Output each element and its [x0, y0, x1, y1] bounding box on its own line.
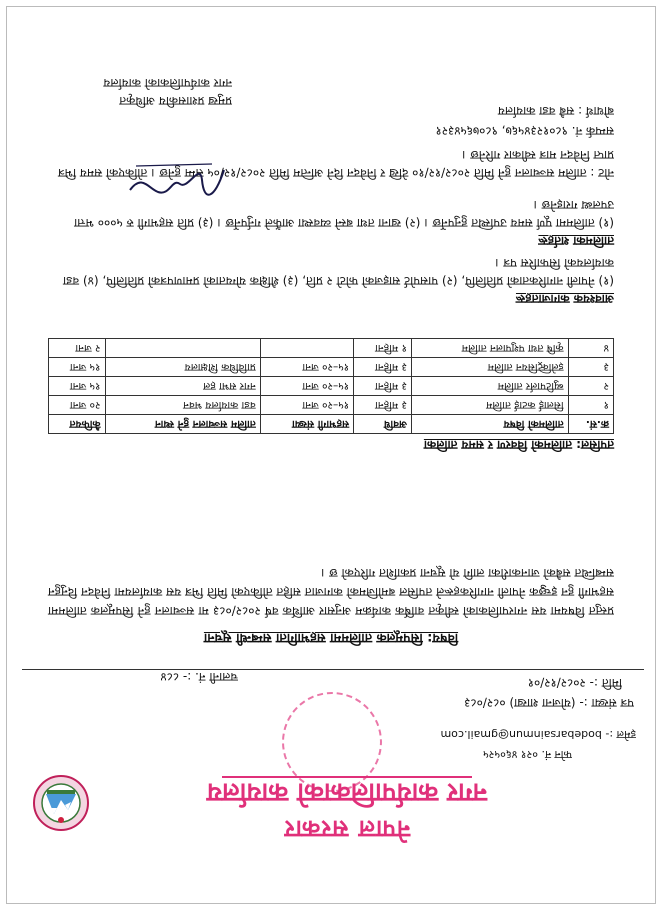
table-cell: ४	[568, 339, 613, 358]
table-cell: ३ महिना	[354, 358, 412, 377]
column-header: सहभागी संख्या	[260, 415, 353, 434]
table-row	[49, 358, 614, 377]
training-schedule-table	[48, 338, 614, 434]
note-paragraph: नोट : तालिम सञ्चालन हुने मिति २०८२/१२/१० देखि र निवेदन दिने अन्तिम मिति २०८२/१२/०५ सम्म हुनेछ । तोकिएको समय भित्र प्राप्त निवेदन मात्र स्वीकार गरिनेछ ।	[57, 148, 614, 180]
office-name: नगर कार्यपालिकाको कार्यालय	[206, 777, 488, 807]
table-cell: १५ जना	[49, 358, 106, 377]
letter-body: प्रस्तुत विषयमा यस नगरपालिकाको स्वीकृत वार्षिक कार्यक्रम अनुसार आर्थिक वर्ष २०८२/०८३ मा सञ्चालन हुने सिपमूलक तालिममा सहभागी हुन इच्छुक नेपाली नागरिकहरूले तपसिल बमोजिमको कागजात सहित तोकिएको मिति भित्र यस कार्यालयमा निवेदन दिनुहुन सम्बन्धित सबैको जानकारीका लागि यो सूचना प्रकाशित गरिएको छ ।	[48, 566, 614, 618]
table-cell: १५–२० जना	[260, 396, 353, 415]
terms-list: (१) तालिममा पूर्ण समय उपस्थित हुनुपर्नेछ । (२) खाना तथा बस्ने व्यवस्था आफैंले गर्नुपर्नेछ । (३) प्रति सहभागी रु ५००० भत्ता उपलब्ध गराइनेछ ।	[74, 198, 614, 230]
header-divider	[22, 669, 644, 670]
table-cell: ३ महिना	[354, 377, 412, 396]
table-cell: २ जना	[49, 339, 106, 358]
table-cell: १५–२० जना	[260, 377, 353, 396]
table-cell	[105, 339, 260, 358]
signatory-name: प्रमुख प्रशासकीय अधिकृत	[119, 94, 232, 108]
table-row	[49, 396, 614, 415]
contact-numbers: सम्पर्क नं. ९८०१२३४५६७, ९८०७६५४३२१	[435, 124, 614, 138]
table-cell: १५–२० जना	[260, 358, 353, 377]
dispatch-number: चलानी नं. :- ८८४	[160, 670, 238, 684]
table-cell: ३ महिना	[354, 396, 412, 415]
table-cell: नगर सभा हल	[105, 377, 260, 396]
column-header: अवधि	[354, 415, 412, 434]
terms-title: तालिमका शर्तहरू	[538, 234, 614, 248]
letter-subject: विषय: सिपमूलक तालिममा सहभागिता सम्बन्धी सूचना	[203, 630, 459, 645]
schedule-title: तपसिल: तालिमको विवरण र समय तालिका	[423, 438, 614, 452]
phone-number: फोन नं. ०२१ ४६०५२५	[482, 748, 572, 761]
table-cell: कृषि तथा पशुपालन तालिम	[411, 339, 568, 358]
letter-date: मिति :- २०८२/१२/०१	[527, 676, 622, 690]
signature-icon	[122, 156, 232, 210]
reference-number: पत्र संख्या :- (योजना शाखा) ०८२/०८३	[464, 696, 634, 710]
organization-name: नेपाल सरकार	[283, 815, 411, 844]
column-header: तालिमको विषय	[411, 415, 568, 434]
column-header: क्र.सं.	[568, 415, 613, 434]
documents-title: आवश्यक कागजातहरू	[515, 292, 614, 306]
email-address: इमेल :- bodebarsainmun@gmail.com	[440, 728, 636, 741]
carbon-copy: बोधार्थ : सबै वडा कार्यालय	[497, 104, 614, 118]
table-cell: १	[568, 396, 613, 415]
table-row	[49, 377, 614, 396]
column-header: कैफियत	[49, 415, 106, 434]
municipality-emblem-icon	[32, 774, 90, 832]
table-cell: २	[568, 377, 613, 396]
table-row	[49, 339, 614, 358]
table-cell: १५ जना	[49, 377, 106, 396]
table-cell: २० जना	[49, 396, 106, 415]
office-stamp	[282, 692, 382, 792]
table-cell: १ महिना	[354, 339, 412, 358]
table-cell: प्राविधिक शिक्षालय	[105, 358, 260, 377]
table-cell: वडा कार्यालय भवन	[105, 396, 260, 415]
documents-list: (१) नेपाली नागरिकताको प्रतिलिपि, (२) पासपोर्ट साइजको फोटो २ प्रति, (३) शैक्षिक योग्यताको प्रमाणपत्रको प्रतिलिपि, (४) वडा कार्यालयको सिफारिस पत्र ।	[62, 256, 614, 288]
table-cell: ३	[568, 358, 613, 377]
table-cell	[260, 339, 353, 358]
column-header: तालिम सञ्चालन हुने स्थान	[105, 415, 260, 434]
table-header-row	[49, 415, 614, 434]
table-cell: इलेक्ट्रिसियन तालिम	[411, 358, 568, 377]
table-cell: सिलाई कटाई तालिम	[411, 396, 568, 415]
signatory-title: नगर कार्यपालिकाको कार्यालय	[103, 76, 232, 90]
table-cell: ब्युटिपार्लर तालिम	[411, 377, 568, 396]
